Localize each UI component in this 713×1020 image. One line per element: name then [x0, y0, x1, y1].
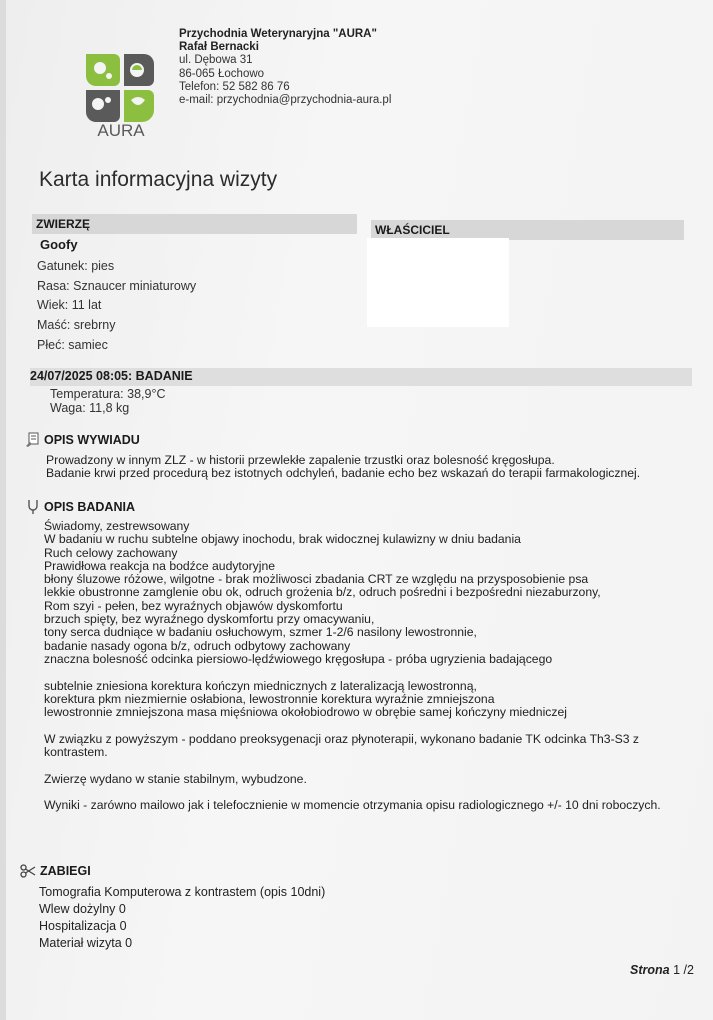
clinic-city: 86-065 Łochowo: [179, 67, 265, 80]
page-number: [630, 963, 694, 977]
animal-breed: Rasa: Sznaucer miniaturowy: [37, 279, 197, 293]
exam-line: znaczna bolesność odcinka piersiowo-lędźwiowego kręgosłupa - próba ugryzienia badającego: [44, 651, 553, 666]
exam-title: OPIS BADANIA: [44, 500, 135, 514]
exam-line: [44, 666, 661, 679]
memo-icon: [24, 432, 40, 448]
exam-line: [44, 759, 661, 772]
page-separator: /: [683, 963, 687, 977]
exam-line: lekkie obustronne zamglenie obu ok, odruch grożenia b/z, odruch pośredni i bezpośredni niezaburzony,: [44, 585, 601, 600]
exam-line: korektura pkm niezmiernie osłabiona, lewostronnie korektura wyraźnie zmniejszona: [44, 691, 495, 706]
clinic-name: Przychodnia Weterynaryjna "AURA": [179, 28, 377, 40]
procedure-item: Wlew dożylny 0: [39, 902, 126, 916]
exam-line: Świadomy, zestrewsowany: [44, 519, 190, 533]
history-section-header: [24, 432, 140, 448]
clinic-phone: Telefon: 52 582 86 76: [179, 80, 290, 93]
clinic-doctor: Rafał Bernacki: [179, 41, 259, 54]
animal-age: Wiek: 11 lat: [37, 298, 102, 312]
exam-line: [44, 786, 661, 799]
stethoscope-icon: [26, 499, 40, 515]
exam-line: Rom szyi - pełen, bez wyraźnych objawów dyskomfortu: [44, 598, 343, 613]
visit-header: 24/07/2025 08:05: BADANIE: [30, 368, 692, 386]
page-current: 1: [673, 963, 681, 977]
animal-species: Gatunek: pies: [37, 259, 115, 273]
animal-section-header: ZWIERZĘ: [32, 214, 357, 234]
exam-line: błony śluzowe różowe, wilgotne - brak możliwosci zbadania CRT ze względu na przysposobienie psa: [44, 572, 589, 587]
clinic-email: e-mail: przychodnia@przychodnia-aura.pl: [179, 94, 392, 107]
exam-line: brzuch spięty, bez wyraźnego dyskomfortu przy omacywaniu,: [44, 612, 375, 627]
document-page: [6, 0, 713, 1020]
owner-section-header: WŁAŚCICIEL: [371, 220, 684, 240]
procedures-section-header: [20, 864, 91, 878]
page-label: Strona: [630, 963, 670, 977]
exam-line: Wyniki - zarówno mailowo jak i telefocznienie w momencie otrzymania opisu radiologicznego +/- 10 dni roboczych.: [44, 798, 661, 813]
visit-vitals: [50, 387, 165, 415]
logo-wordmark: AURA: [97, 121, 145, 140]
exam-line: tony serca dudniące w badaniu osłuchowym, szmer 1-2/6 nasilony lewostronnie,: [44, 625, 477, 640]
exam-line: Prawidłowa reakcja na bodźce audytoryjne: [44, 558, 276, 573]
procedure-item: Tomografia Komputerowa z kontrastem (opis 10dni): [39, 885, 326, 899]
exam-line: W badaniu w ruchu subtelne objawy inochodu, brak widocznej kulawizny w dniu badania: [44, 532, 521, 547]
exam-line: lewostronnie zmniejszona masa mięśniowa okołobiodrowo w obrębie samej kończyny miedniczej: [44, 705, 567, 720]
clinic-logo: [76, 48, 166, 140]
animal-sex: Płeć: samiec: [37, 338, 108, 352]
clinic-street: ul. Dębowa 31: [179, 54, 253, 67]
document-title: Karta informacyjna wizyty: [39, 168, 278, 191]
vital-temperature: Temperatura: 38,9°C: [50, 387, 166, 401]
exam-line: W związku z powyższym - poddano preoksygenacji oraz płynoterapii, wykonano badanie TK odcinka Th3-S3 z: [44, 731, 640, 746]
procedures-title: ZABIEGI: [40, 864, 91, 878]
animal-name: Goofy: [40, 237, 78, 252]
exam-line: Zwierzę wydano w stanie stabilnym, wybudzone.: [44, 771, 307, 786]
exam-line: [44, 719, 661, 732]
exam-section-header: [26, 499, 135, 515]
owner-redacted-box: [367, 238, 509, 327]
procedure-item: Materiał wizyta 0: [39, 936, 133, 950]
aura-logo-icon: [76, 48, 166, 140]
exam-text: [44, 520, 661, 813]
scissors-icon: [20, 864, 36, 878]
exam-line: Ruch celowy zachowany: [44, 545, 178, 560]
vital-weight: Waga: 11,8 kg: [50, 401, 130, 415]
exam-line: kontrastem.: [44, 745, 108, 760]
exam-line: badanie nasady ogona b/z, odruch odbytowy zachowany: [44, 638, 351, 653]
history-title: OPIS WYWIADU: [44, 433, 140, 447]
procedure-item: Hospitalizacja 0: [39, 919, 127, 933]
page-total: 2: [687, 963, 694, 977]
history-line: Prowadzony w innym ZLZ - w historii przewlekłe zapalenie trzustki oraz bolesność kręgosłupa.: [46, 453, 555, 467]
animal-coat: Maść: srebrny: [37, 318, 116, 332]
exam-line: subtelnie zniesiona korektura kończyn miednicznych z lateralizacją lewostronną,: [44, 678, 477, 693]
procedures-list: [39, 884, 325, 952]
history-text: [46, 454, 640, 481]
clinic-info: [179, 28, 391, 107]
history-line: Badanie krwi przed procedurą bez istotnych odchyleń, badanie echo bez wskazań do terapii farmakologicznej.: [46, 466, 641, 481]
